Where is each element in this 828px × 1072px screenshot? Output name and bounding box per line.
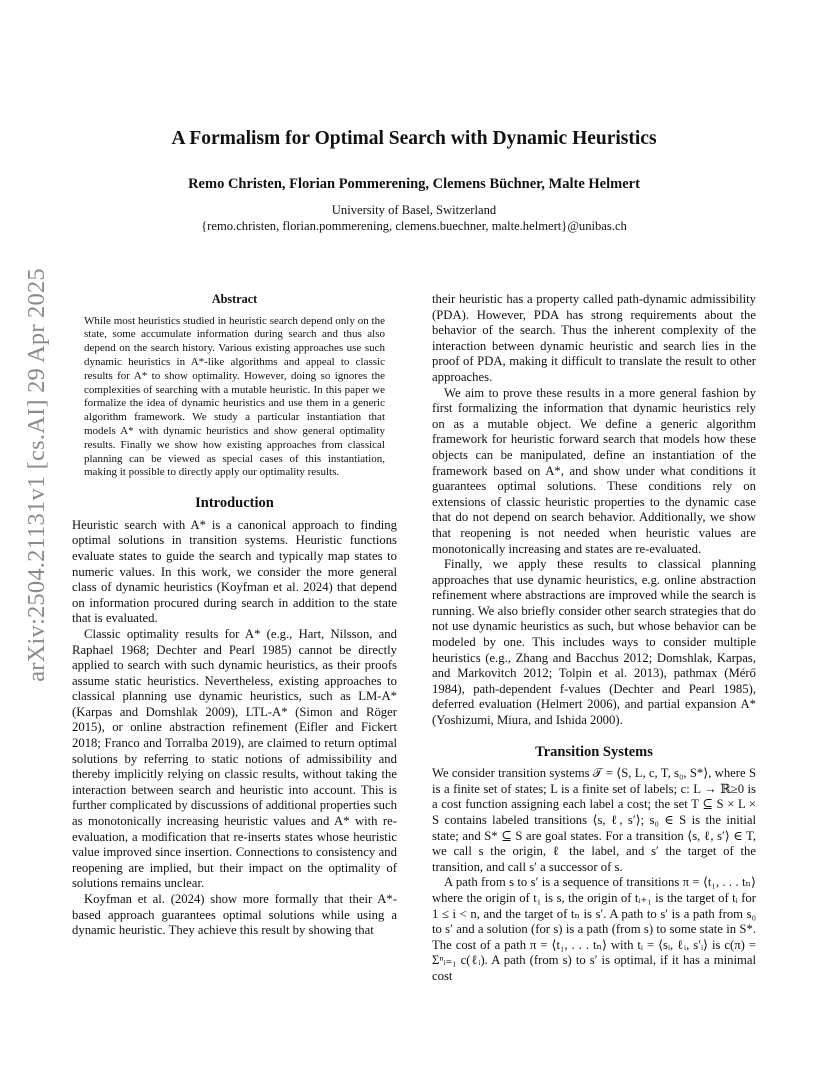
section-heading-transition-systems: Transition Systems (535, 743, 653, 760)
introduction-paragraph-1: Heuristic search with A* is a canonical approach to finding optimal solutions in transition systems. Heuristic functions evaluate states to guide the search and typically map states to numeric values. In this work, we consider the more general class of dynamic heuristics (Koyfman et al. 2024) that depend on information procured during search in addition to the state that is evaluated. (72, 517, 397, 626)
introduction-paragraph-2: Classic optimality results for A* (e.g., Hart, Nilsson, and Raphael 1968; Dechter and Pearl 1985) cannot be directly applied to search with such dynamic heuristics, as their proofs assume static heuristics. Nevertheless, existing approaches to classical planning use dynamic heuristics, such as LM-A* (Karpas and Domshlak 2009), LTL-A* (Simon and Röger 2015), or online abstraction refinement (Eifler and Fickert 2018; Franco and Torralba 2019), are claimed to return optimal solutions by referring to static notions of admissibility and thereby implicitly relying on classic results, without taking the interaction between search and heuristic into account. This is further complicated by discussions of additional properties such as monotonically increasing heuristic values and A* with re-evaluation, a modification that re-inserts states whose heuristic value improved since insertion. Connections to consistency and reopening are implied, but their impact on the optimality of solutions remains unclear. (72, 626, 397, 891)
author-emails: {remo.christen, florian.pommerening, clemens.buechner, malte.helmert}@unibas.ch (201, 219, 627, 233)
introduction-paragraph-3-continued: their heuristic has a property called path-dynamic admissibility (PDA). However, PDA has strong requirements about the behavior of the search. Thus the inherent complexity of the interaction between dynamic heuristic and search lies in the proof of PDA, making it difficult to translate the result to other approaches. (432, 292, 756, 384)
section-heading-introduction: Introduction (195, 495, 274, 512)
transition-systems-paragraph-2: A path from s to s′ is a sequence of transitions π = ⟨t₁, . . . tₙ⟩ where the origin of t₁ is s, the origin of tᵢ₊₁ is the target of tᵢ for 1 ≤ i < n, and the target of tₙ is s′. A path to s′ is a path from s₀ to s′ and a solution (for s) is a path (from s) to some state in S*. The cost of a path π = ⟨t₁, . . . tₙ⟩ with tᵢ = ⟨sᵢ, ℓᵢ, s′ᵢ⟩ is c(π) = Σⁿᵢ₌₁ c(ℓᵢ). A path (from s) to s′ is optimal, if it has a minimal cost (432, 875, 756, 983)
right-column (432, 292, 756, 985)
introduction-paragraph-5: Finally, we apply these results to classical planning approaches that use dynamic heuristics, e.g. online abstraction refinement where abstractions are improved while the search is running. We also briefly consider other search strategies that do not use dynamic heuristics as such, but whose behavior can be modeled by one. This includes ways to consider multiple heuristics (e.g., Zhang and Bacchus 2012; Domshlak, Karpas, and Markovitch 2012; Tolpin et al. 2013), pathmax (Mérő 1984), path-dependent f-values (Dechter and Pearl 1985), deferred evaluation (Helmert 2006), and partial expansion A* (Yoshizumi, Miura, and Ishida 2000). (432, 557, 756, 728)
abstract-text: While most heuristics studied in heuristic search depend only on the state, some accumulate information during search and thus also depend on the search history. Various existing approaches use such dynamic heuristics in A*-like algorithms and appeal to classic results for A* to show optimality. However, doing so ignores the complexities of searching with a mutable heuristic. In this paper we formalize the idea of dynamic heuristics and use them in a generic algorithm framework. We study a particular instantiation that models A* with dynamic heuristics and show general optimality results. Finally we show how existing approaches from classical planning can be viewed as special cases of this instantiation, making it possible to directly apply our optimality results. (84, 314, 385, 479)
arxiv-identifier-text: arXiv:2504.21131v1 [cs.AI] 29 Apr 2025 (23, 268, 50, 682)
abstract-heading: Abstract (211, 292, 258, 306)
arxiv-identifier-stamp (22, 265, 52, 685)
author-list: Remo Christen, Florian Pommerening, Clemens Büchner, Malte Helmert (188, 176, 640, 192)
left-column (72, 292, 397, 939)
affiliation: University of Basel, Switzerland (331, 203, 497, 217)
transition-systems-paragraph-1: We consider transition systems 𝒯 = ⟨S, L, c, T, s₀, S*⟩, where S is a finite set of states; L is a finite set of labels; c: L → ℝ≥0 is a cost function assigning each label a cost; the set T ⊆ S × L × S contains labeled transitions ⟨s, ℓ, s′⟩; s₀ ∈ S is the initial state; and S* ⊆ S are goal states. For a transition ⟨s, ℓ, s′⟩ ∈ T, we call s the origin, ℓ the label, and s′ the target of the transition, and call s′ a successor of s. (432, 766, 756, 874)
affiliation-block (0, 202, 828, 234)
paper-title: A Formalism for Optimal Search with Dynamic Heuristics (171, 128, 657, 149)
introduction-paragraph-4: We aim to prove these results in a more general fashion by first formalizing the information that dynamic heuristics rely on as a mutable object. We define a generic algorithm framework for heuristic forward search that models how these objects can be manipulated, define an instantiation of the framework based on A*, and show under what conditions it guarantees optimal solutions. These conditions rely on extensions of classic heuristic properties to the dynamic case that do not depend on search behavior. Additionally, we show that reopening is not needed when heuristic values are monotonically increasing and states are re-evaluated. (432, 385, 756, 556)
introduction-paragraph-3: Koyfman et al. (2024) show more formally that their A*-based approach guarantees optimal solutions while using a dynamic heuristic. They achieve this result by showing that (72, 892, 397, 938)
